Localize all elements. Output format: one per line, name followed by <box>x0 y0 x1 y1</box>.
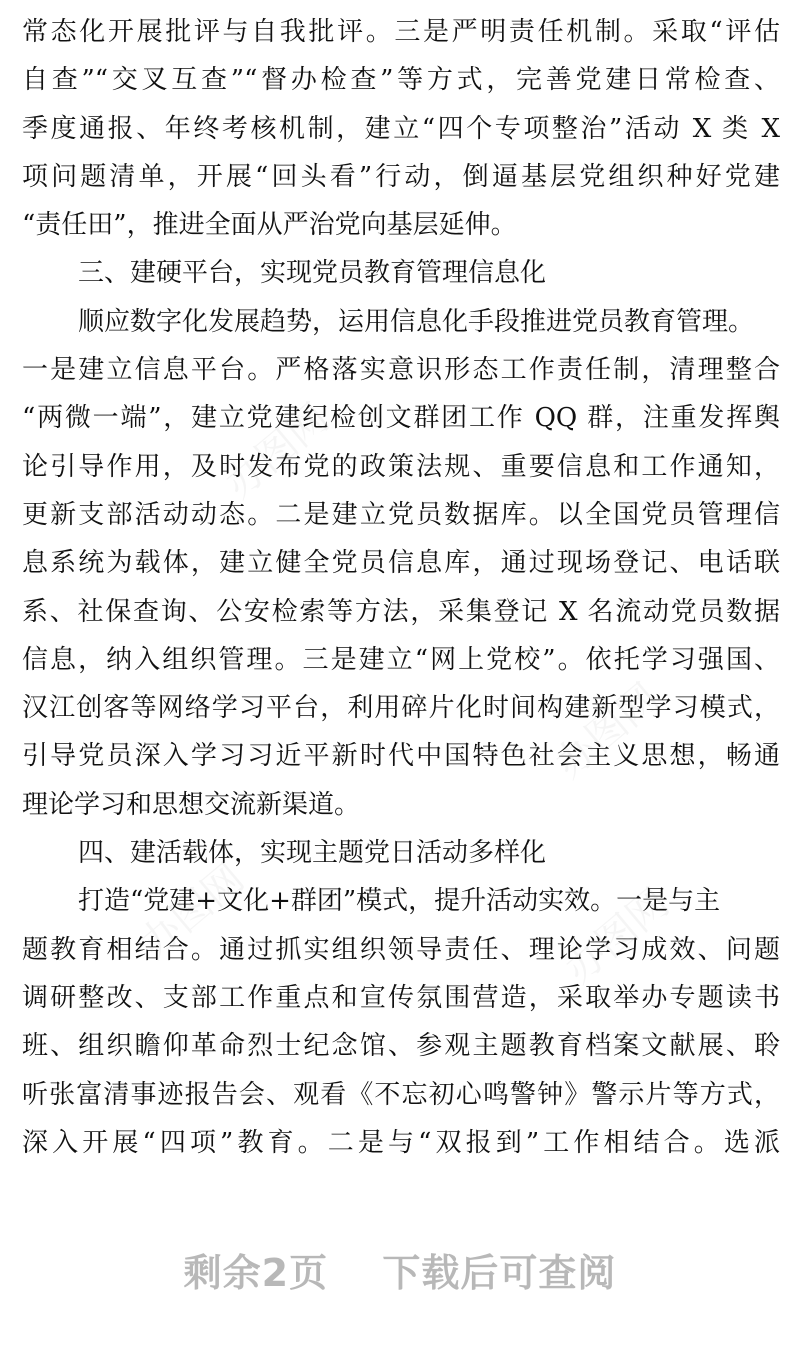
watermark: 办图网 <box>556 879 678 993</box>
doc-line: 论引导作用，及时发布党的政策法规、重要信息和工作通知， <box>22 451 780 482</box>
download-notice[interactable] <box>0 1242 800 1297</box>
doc-line: 深入开展“四项”教育。二是与“双报到”工作相结合。选派 <box>22 1127 780 1158</box>
document-body <box>22 8 780 1167</box>
doc-line: “两微一端”，建立党建纪检创文群团工作 QQ 群，注重发挥舆 <box>22 403 780 434</box>
doc-line: 息系统为载体，建立健全党员信息库，通过现场登记、电话联 <box>22 548 780 579</box>
doc-line: 班、组织瞻仰革命烈士纪念馆、参观主题教育档案文献展、聆 <box>22 1031 780 1062</box>
watermark: 办图网 <box>216 394 338 508</box>
section-heading-3: 三、建硬平台，实现党员教育管理信息化 <box>78 258 547 289</box>
doc-line: 理论学习和思想交流新渠道。 <box>22 789 361 820</box>
doc-line: 顺应数字化发展趋势，运用信息化手段推进党员教育管理。 <box>78 306 755 337</box>
download-hint-label: 下载后可查阅 <box>382 1251 617 1295</box>
doc-line: 打造“党建+文化+群团”模式，提升活动实效。一是与主 <box>78 886 721 917</box>
doc-line: 常态化开展批评与自我批评。三是严明责任机制。采取“评估 <box>22 17 780 47</box>
doc-line: 调研整改、支部工作重点和宣传氛围营造，采取举办专题读书 <box>22 982 780 1013</box>
doc-line: 系、社保查询、公安检索等方法，采集登记 X 名流动党员数据 <box>22 596 780 627</box>
doc-line: 更新支部活动动态。二是建立党员数据库。以全国党员管理信 <box>22 499 780 530</box>
doc-line: 一是建立信息平台。严格落实意识形态工作责任制，清理整合 <box>22 355 780 386</box>
doc-line: 信息，纳入组织管理。三是建立“网上党校”。依托学习强国、 <box>22 644 780 675</box>
section-heading-4: 四、建活载体，实现主题党日活动多样化 <box>78 838 547 869</box>
remaining-pages-label: 剩余2页 <box>183 1251 329 1295</box>
doc-line: 季度通报、年终考核机制，建立“四个专项整治”活动 X 类 X <box>22 113 780 144</box>
doc-line: 听张富清事迹报告会、观看《不忘初心鸣警钟》警示片等方式， <box>22 1079 780 1110</box>
doc-line: 项问题清单，开展“回头看”行动，倒逼基层党组织种好党建 <box>22 161 780 192</box>
doc-line: 题教育相结合。通过抓实组织领导责任、理论学习成效、问题 <box>22 934 780 965</box>
watermark: 办图网 <box>546 674 668 788</box>
doc-line: 汉江创客等网络学习平台，利用碎片化时间构建新型学习模式， <box>22 693 780 724</box>
doc-line: “责任田”，推进全面从严治党向基层延伸。 <box>22 210 517 241</box>
doc-line: 引导党员深入学习习近平新时代中国特色社会主义思想，畅通 <box>22 741 780 772</box>
doc-line: 自查”“交叉互查”“督办检查”等方式，完善党建日常检查、 <box>22 65 780 96</box>
watermark: 办图网 <box>131 854 253 968</box>
